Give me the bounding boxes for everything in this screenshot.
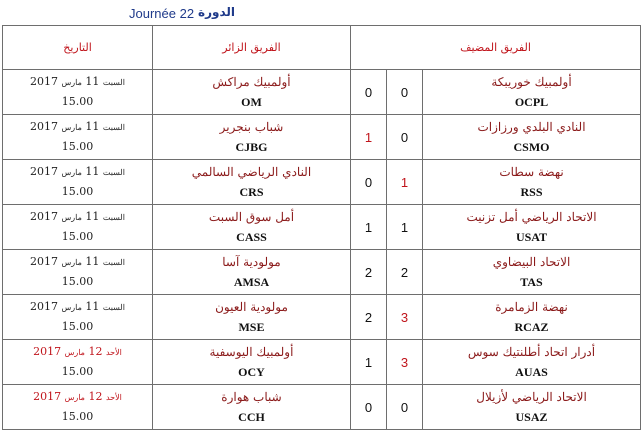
home-team-name: نهضة الزمامرة xyxy=(495,300,568,314)
away-team-abbr: MSE xyxy=(238,320,265,334)
match-time: 15.00 xyxy=(61,230,94,243)
match-date: السبت 11 مارس 2017 xyxy=(30,120,125,133)
home-team-abbr: RSS xyxy=(520,185,543,199)
table-row xyxy=(3,205,641,250)
away-team-cell xyxy=(153,115,351,160)
match-time: 15.00 xyxy=(61,140,94,153)
home-team-abbr: AUAS xyxy=(515,365,548,379)
home-team-cell xyxy=(423,340,641,385)
home-score: 3 xyxy=(387,340,423,385)
away-team-cell xyxy=(153,340,351,385)
away-score: 1 xyxy=(351,205,387,250)
away-team-abbr: CJBG xyxy=(235,140,268,154)
away-team-name: أمل سوق السبت xyxy=(208,210,295,224)
match-date-cell xyxy=(3,160,153,205)
away-team-name: مولودية العيون xyxy=(215,300,288,314)
home-team-abbr: OCPL xyxy=(514,95,549,109)
match-date: السبت 11 مارس 2017 xyxy=(30,165,125,178)
match-date: السبت 11 مارس 2017 xyxy=(30,210,125,223)
away-team-abbr: AMSA xyxy=(233,275,270,289)
away-score: 0 xyxy=(351,70,387,115)
match-time: 15.00 xyxy=(61,95,94,108)
away-team-cell xyxy=(153,70,351,115)
home-team-name: الاتحاد الرياضي أمل تزنيت xyxy=(466,210,597,224)
away-team-abbr: OM xyxy=(241,95,262,109)
away-score: 2 xyxy=(351,295,387,340)
header-away-team: الفريق الزائر xyxy=(153,26,351,70)
away-team-name: النادي الرياضي السالمي xyxy=(191,165,312,179)
match-time: 15.00 xyxy=(61,275,94,288)
header-date: التاريخ xyxy=(3,26,153,70)
header-home-team: الفريق المضيف xyxy=(351,26,641,70)
away-team-cell xyxy=(153,250,351,295)
away-team-abbr: CASS xyxy=(236,230,267,244)
home-team-abbr: CSMO xyxy=(513,140,550,154)
home-team-abbr: USAT xyxy=(515,230,548,244)
home-score: 1 xyxy=(387,160,423,205)
match-time: 15.00 xyxy=(61,410,94,423)
table-row xyxy=(3,295,641,340)
away-score: 2 xyxy=(351,250,387,295)
match-date: الأحد 12 مارس 2017 xyxy=(33,345,122,358)
table-row xyxy=(3,385,641,430)
match-date-cell xyxy=(3,295,153,340)
away-team-cell xyxy=(153,205,351,250)
home-team-cell xyxy=(423,250,641,295)
home-team-cell xyxy=(423,70,641,115)
home-score: 0 xyxy=(387,115,423,160)
away-team-name: مولودية آسا xyxy=(222,255,281,269)
table-row xyxy=(3,70,641,115)
home-team-name: أدرار اتحاد أطلنتيك سوس xyxy=(467,345,596,359)
match-date-cell xyxy=(3,340,153,385)
home-team-cell xyxy=(423,295,641,340)
match-date-cell xyxy=(3,250,153,295)
table-row xyxy=(3,250,641,295)
away-score: 1 xyxy=(351,115,387,160)
home-team-name: نهضة سطات xyxy=(499,165,564,179)
match-time: 15.00 xyxy=(61,320,94,333)
away-team-cell xyxy=(153,160,351,205)
home-team-cell xyxy=(423,205,641,250)
match-date-cell xyxy=(3,385,153,430)
home-score: 0 xyxy=(387,70,423,115)
match-date-cell xyxy=(3,70,153,115)
away-team-abbr: OCY xyxy=(238,365,265,379)
away-team-name: أولمبيك اليوسفية xyxy=(209,345,294,359)
home-team-name: أولمبيك خوريبكة xyxy=(491,75,572,89)
match-date: السبت 11 مارس 2017 xyxy=(30,75,125,88)
match-date: الأحد 12 مارس 2017 xyxy=(33,390,122,403)
home-team-name: النادي البلدي ورزازات xyxy=(477,120,586,134)
table-header-row xyxy=(3,26,641,70)
fixtures-table xyxy=(2,25,641,430)
match-date-cell xyxy=(3,205,153,250)
home-team-abbr: USAZ xyxy=(515,410,548,424)
home-score: 3 xyxy=(387,295,423,340)
match-time: 15.00 xyxy=(61,185,94,198)
away-team-name: شباب هوارة xyxy=(221,390,282,404)
home-score: 2 xyxy=(387,250,423,295)
round-label-fr: Journée 22 xyxy=(129,6,195,21)
away-team-abbr: CRS xyxy=(239,185,264,199)
home-team-cell xyxy=(423,160,641,205)
home-team-abbr: RCAZ xyxy=(514,320,549,334)
away-team-cell xyxy=(153,295,351,340)
home-score: 1 xyxy=(387,205,423,250)
away-score: 0 xyxy=(351,385,387,430)
away-team-cell xyxy=(153,385,351,430)
away-score: 1 xyxy=(351,340,387,385)
match-date-cell xyxy=(3,115,153,160)
home-score: 0 xyxy=(387,385,423,430)
table-row xyxy=(3,115,641,160)
home-team-name: الاتحاد الرياضي لأزيلال xyxy=(476,390,587,404)
away-team-name: أولمبيك مراكش xyxy=(212,75,291,89)
away-team-name: شباب بنجرير xyxy=(219,120,284,134)
table-row xyxy=(3,160,641,205)
match-date: السبت 11 مارس 2017 xyxy=(30,300,125,313)
table-row xyxy=(3,340,641,385)
home-team-name: الاتحاد البيضاوي xyxy=(492,255,571,269)
home-team-abbr: TAS xyxy=(520,275,543,289)
match-time: 15.00 xyxy=(61,365,94,378)
away-score: 0 xyxy=(351,160,387,205)
round-label-ar: الدورة xyxy=(198,5,236,19)
round-title xyxy=(0,0,643,22)
away-team-abbr: CCH xyxy=(238,410,265,424)
home-team-cell xyxy=(423,385,641,430)
match-date: السبت 11 مارس 2017 xyxy=(30,255,125,268)
home-team-cell xyxy=(423,115,641,160)
